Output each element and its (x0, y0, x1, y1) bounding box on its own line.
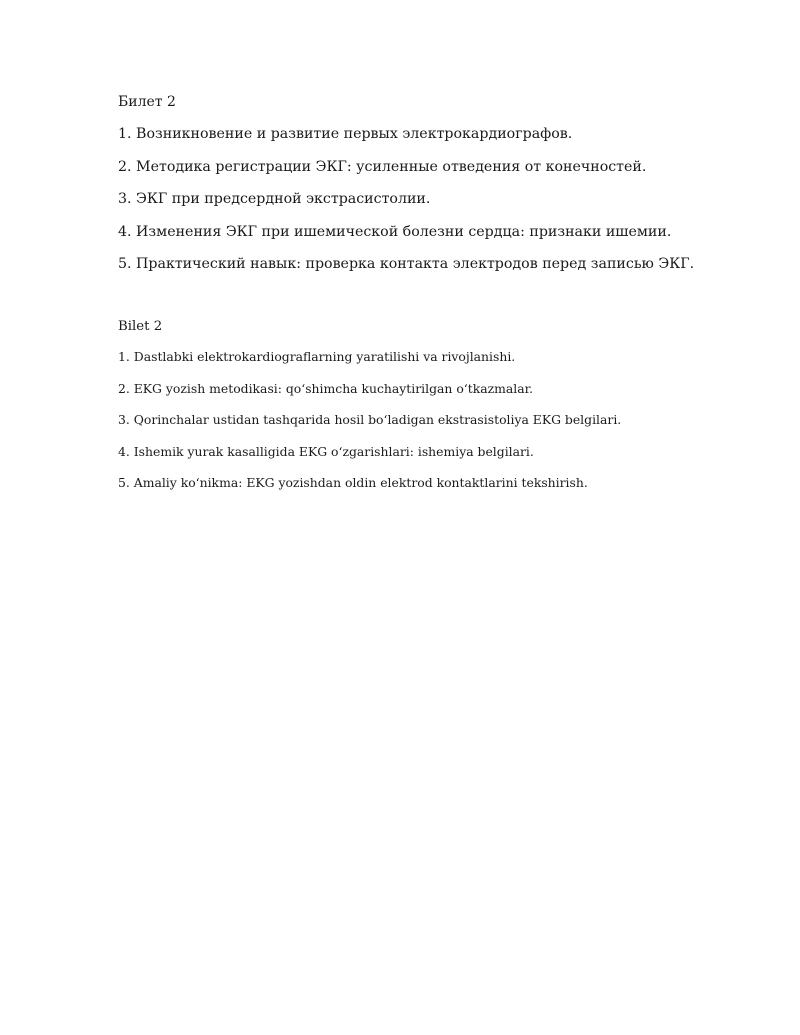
question-item: 3. ЭКГ при предсердной экстрасистолии. (118, 191, 431, 207)
ticket-russian (118, 93, 758, 288)
ticket-uzbek (118, 318, 758, 506)
question-item: 5. Практический навык: проверка контакта электродов перед записью ЭКГ. (118, 256, 695, 272)
question-item: 1. Возникновение и развитие первых электрокардиографов. (118, 126, 573, 142)
question-item: 3. Qorinchalar ustidan tashqarida hosil bo‘ladigan ekstrasistoliya EKG belgilari. (118, 412, 622, 427)
question-item: 4. Изменения ЭКГ при ишемической болезни сердца: признаки ишемии. (118, 223, 672, 240)
question-item: 5. Amaliy ko‘nikma: EKG yozishdan oldin elektrod kontaktlarini tekshirish. (118, 475, 588, 490)
ticket-title: Билет 2 (118, 94, 176, 110)
question-item: 2. Методика регистрации ЭКГ: усиленные отведения от конечностей. (118, 158, 647, 175)
question-item: 2. EKG yozish metodikasi: qo‘shimcha kuchaytirilgan o‘tkazmalar. (118, 380, 534, 396)
ticket-title: Bilet 2 (118, 319, 163, 334)
question-item: 4. Ishemik yurak kasalligida EKG o‘zgarishlari: ishemiya belgilari. (118, 443, 534, 459)
question-item: 1. Dastlabki elektrokardiograflarning yaratilishi va rivojlanishi. (118, 349, 516, 364)
